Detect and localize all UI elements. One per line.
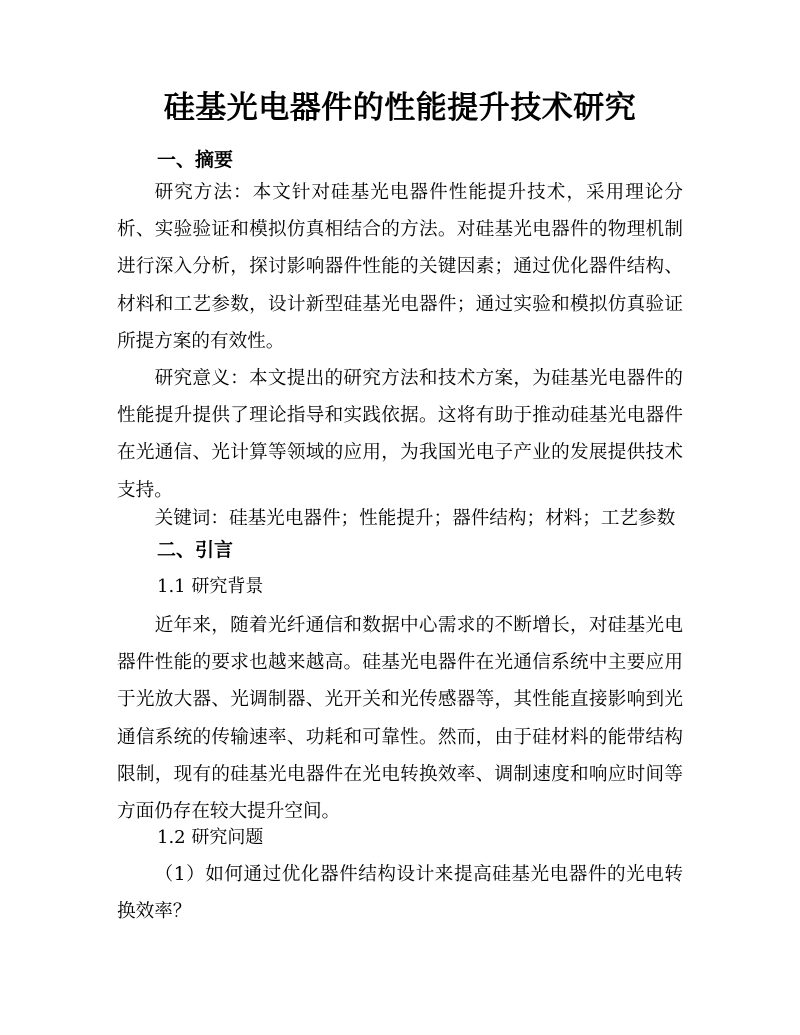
keywords-line: 关键词：硅基光电器件；性能提升；器件结构；材料；工艺参数 [154,508,676,529]
subheading-research-problem: 1.2 研究问题 [157,827,264,848]
subheading-research-background: 1.1 研究背景 [157,576,264,597]
abstract-method-paragraph: 研究方法：本文针对硅基光电器件性能提升技术，采用理论分析、实验验证和模拟仿真相结合的方法。对硅基光电器件的物理机制进行深入分析，探讨影响器件性能的关键因素；通过优化器件结构、材料和工艺参数，设计新型硅基光电器件；通过实验和模拟仿真验证所提方案的有效性。 [117,182,683,352]
section-heading-introduction: 二、引言 [157,539,234,561]
section-heading-abstract: 一、摘要 [157,149,234,171]
research-problem-1: （1）如何通过优化器件结构设计来提高硅基光电器件的光电转换效率？ [117,864,683,923]
background-paragraph: 近年来，随着光纤通信和数据中心需求的不断增长，对硅基光电器件性能的要求也越来越高。硅基光电器件在光通信系统中主要应用于光放大器、光调制器、光开关和光传感器等，其性能直接影响到光通信系统的传输速率、功耗和可靠性。然而，由于硅材料的能带结构限制，现有的硅基光电器件在光电转换效率、调制速度和响应时间等方面仍存在较大提升空间。 [117,615,683,823]
page-title: 硅基光电器件的性能提升技术研究 [163,90,637,126]
abstract-significance-paragraph: 研究意义：本文提出的研究方法和技术方案，为硅基光电器件的性能提升提供了理论指导和实践依据。这将有助于推动硅基光电器件在光通信、光计算等领域的应用，为我国光电子产业的发展提供技术支持。 [117,368,683,501]
